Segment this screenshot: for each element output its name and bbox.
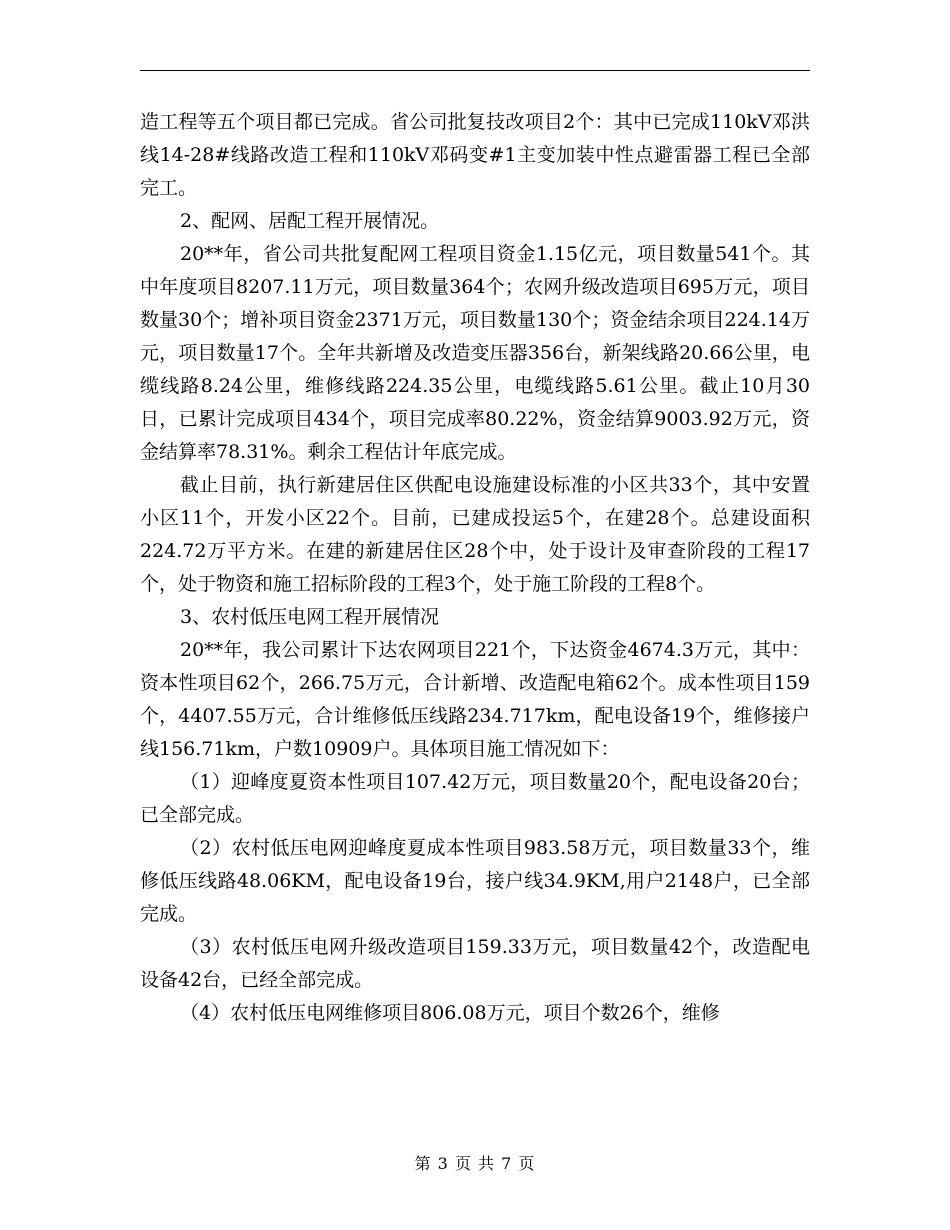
paragraph-1: 造工程等五个项目都已完成。省公司批复技改项目2个：其中已完成110kV邓洪线14-28#线路改造工程和110kV邓码变#1主变加装中性点避雷器工程已全部完工。 bbox=[140, 111, 810, 199]
list-item-2: （2）农村低压电网迎峰度夏成本性项目983.58万元，项目数量33个，维修低压线路48.06KM，配电设备19台，接户线34.9KM,用户2148户，已全部完成。 bbox=[140, 837, 810, 925]
section-heading-distribution: 2、配网、居配工程开展情况。 bbox=[180, 210, 440, 232]
paragraph-6: 20**年，我公司累计下达农网项目221个，下达资金4674.3万元，其中：资本性项目62个，266.75万元，合计新增、改造配电箱62个。成本性项目159个，4407.55万元，合计维修低压线路234.717km，配电设备19个，维修接户线156.71km，户数10909户。具体项目施工情况如下： bbox=[140, 639, 810, 760]
section-heading-rural: 3、农村低压电网工程开展情况 bbox=[180, 606, 440, 628]
paragraph-4: 截止目前，执行新建居住区供配电设施建设标准的小区共33个，其中安置小区11个，开发小区22个。目前，已建成投运5个，在建28个。总建设面积224.72万平方米。在建的新建居住区28个中，处于设计及审查阶段的工程17个，处于物资和施工招标阶段的工程3个，处于施工阶段的工程8个。 bbox=[140, 474, 810, 595]
document-body bbox=[140, 106, 810, 1030]
list-item-1: （1）迎峰度夏资本性项目107.42万元，项目数量20个，配电设备20台；已全部完成。 bbox=[140, 771, 810, 826]
paragraph-3: 20**年，省公司共批复配网工程项目资金1.15亿元，项目数量541个。其中年度项目8207.11万元，项目数量364个；农网升级改造项目695万元，项目数量30个；增补项目资金2371万元，项目数量130个；资金结余项目224.14万元，项目数量17个。全年共新增及改造变压器356台，新架线路20.66公里，电缆线路8.24公里，维修线路224.35公里，电缆线路5.61公里。截止10月30日，已累计完成项目434个，项目完成率80.22%，资金结算9003.92万元，资金结算率78.31%。剩余工程估计年底完成。 bbox=[140, 243, 810, 463]
list-item-3: （3）农村低压电网升级改造项目159.33万元，项目数量42个，改造配电设备42台，已经全部完成。 bbox=[140, 936, 810, 991]
header-rule bbox=[140, 70, 810, 71]
list-item-4: （4）农村低压电网维修项目806.08万元，项目个数26个，维修 bbox=[180, 1002, 720, 1024]
page-number-footer: 第 3 页 共 7 页 bbox=[414, 1154, 536, 1173]
